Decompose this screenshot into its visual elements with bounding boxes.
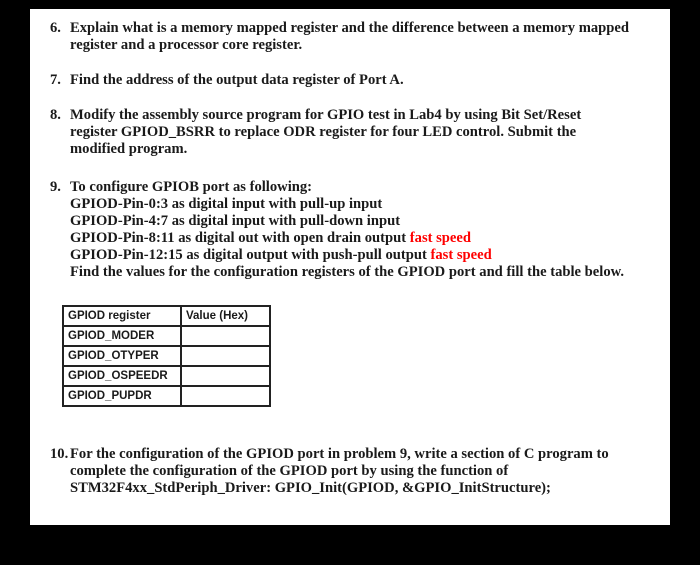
fast-speed-highlight: fast speed (430, 247, 492, 263)
register-name-cell: GPIOD_OTYPER (63, 346, 181, 366)
question-number: 8. (50, 107, 61, 123)
question-text-line (70, 247, 655, 264)
gpiod-config-table (62, 305, 271, 407)
question-text-line: STM32F4xx_StdPeriph_Driver: GPIO_Init(GPIOD, &GPIO_InitStructure); (70, 480, 551, 496)
question-text-line: To configure GPIOB port as following: (70, 179, 313, 195)
table-row (63, 366, 270, 386)
value-cell (181, 366, 270, 386)
question-text-line (70, 230, 655, 247)
value-cell (181, 326, 270, 346)
question-text-line: Modify the assembly source program for GPIO test in Lab4 by using Bit Set/Reset (70, 107, 582, 123)
question-text-line: GPIOD-Pin-0:3 as digital input with pull-up input (70, 196, 383, 212)
register-name-cell: GPIOD_PUPDR (63, 386, 181, 406)
question-text-line: For the configuration of the GPIOD port in problem 9, write a section of C program to (70, 446, 609, 462)
question-text-line: Find the address of the output data register of Port A. (70, 72, 404, 88)
document-page (30, 9, 670, 525)
question-text: GPIOD-Pin-8:11 as digital out with open drain output (70, 230, 407, 246)
question-text-line: Explain what is a memory mapped register and the difference between a memory mapped (70, 20, 629, 36)
table-header-cell: GPIOD register (63, 306, 181, 326)
register-name-cell: GPIOD_MODER (63, 326, 181, 346)
question-text-line: register and a processor core register. (70, 37, 303, 53)
table-header-cell: Value (Hex) (181, 306, 270, 326)
table-row (63, 386, 270, 406)
question-text-line: complete the configuration of the GPIOD port by using the function of (70, 463, 509, 479)
table-row (63, 346, 270, 366)
question-number: 10. (50, 446, 69, 462)
table-header-row (63, 306, 270, 326)
table-row (63, 326, 270, 346)
fast-speed-highlight: fast speed (409, 230, 471, 246)
question-number: 7. (50, 72, 61, 88)
value-cell (181, 386, 270, 406)
question-number: 9. (50, 179, 61, 195)
question-text-line: modified program. (70, 141, 188, 157)
question-number: 6. (50, 20, 61, 36)
register-name-cell: GPIOD_OSPEEDR (63, 366, 181, 386)
question-text: GPIOD-Pin-12:15 as digital output with push-pull output (70, 247, 427, 263)
question-text-line: GPIOD-Pin-4:7 as digital input with pull-down input (70, 213, 401, 229)
question-text-line: Find the values for the configuration registers of the GPIOD port and fill the table below. (70, 264, 624, 280)
value-cell (181, 346, 270, 366)
question-text-line: register GPIOD_BSRR to replace ODR register for four LED control. Submit the (70, 124, 577, 140)
